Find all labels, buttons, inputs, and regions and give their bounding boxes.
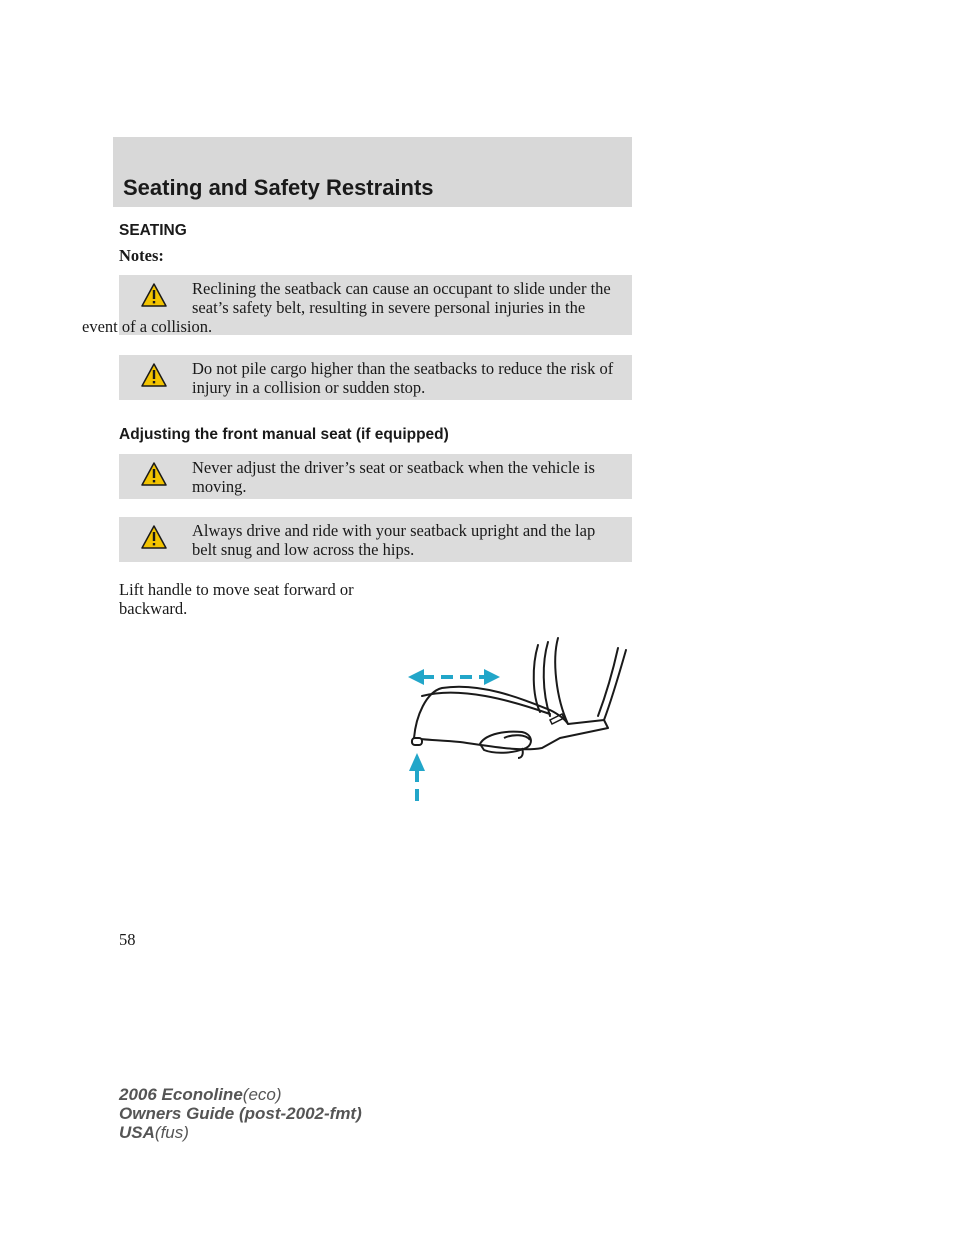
footer-market: USA bbox=[119, 1123, 155, 1142]
warning-triangle-icon bbox=[141, 462, 167, 486]
warning-box bbox=[119, 517, 632, 562]
warning-triangle-icon bbox=[141, 283, 167, 307]
instruction-line: Lift handle to move seat forward or bbox=[119, 580, 354, 599]
instruction-line: backward. bbox=[119, 599, 188, 618]
seat-adjustment-illustration bbox=[400, 620, 640, 820]
seat-back bbox=[534, 638, 626, 724]
warning-text-line: Never adjust the driver’s seat or seatback when the vehicle is bbox=[192, 458, 595, 477]
section-header-bar bbox=[113, 137, 632, 207]
section-header-title: Seating and Safety Restraints bbox=[123, 175, 434, 200]
warning-text-line: Do not pile cargo higher than the seatbacks to reduce the risk of bbox=[192, 359, 614, 378]
warning-triangle-icon bbox=[141, 525, 167, 549]
warning-text-line: moving. bbox=[192, 477, 247, 496]
sub-heading: Adjusting the front manual seat (if equipped) bbox=[119, 426, 449, 443]
footer-line bbox=[119, 1123, 362, 1142]
document-footer bbox=[119, 1085, 362, 1142]
warning-text-line: belt snug and low across the hips. bbox=[192, 540, 415, 559]
forward-backward-arrow bbox=[408, 669, 500, 685]
seat-release-handle bbox=[412, 732, 531, 758]
seat-cushion bbox=[412, 687, 608, 750]
warning-text-line: event of a collision. bbox=[82, 317, 213, 336]
footer-model: 2006 Econoline bbox=[119, 1085, 243, 1104]
footer-model-code: (eco) bbox=[242, 1085, 282, 1104]
warning-text-line: injury in a collision or sudden stop. bbox=[192, 378, 426, 397]
footer-market-code: (fus) bbox=[154, 1123, 189, 1142]
warning-text-line: Reclining the seatback can cause an occupant to slide under the bbox=[192, 279, 611, 298]
footer-line bbox=[119, 1085, 362, 1104]
warning-box bbox=[119, 355, 632, 400]
notes-label: Notes: bbox=[119, 246, 164, 265]
warning-triangle-icon bbox=[141, 363, 167, 387]
lift-arrow bbox=[409, 753, 425, 806]
instruction-text bbox=[119, 580, 399, 618]
footer-line bbox=[119, 1104, 362, 1123]
warning-text-line: Always drive and ride with your seatback upright and the lap bbox=[192, 521, 596, 540]
warning-box bbox=[119, 454, 632, 499]
footer-guide: Owners Guide (post-2002-fmt) bbox=[119, 1104, 362, 1123]
warning-text-line: seat’s safety belt, resulting in severe personal injuries in the bbox=[192, 298, 586, 317]
section-heading: SEATING bbox=[119, 222, 187, 239]
page-number: 58 bbox=[119, 930, 136, 949]
warning-box bbox=[82, 275, 632, 336]
